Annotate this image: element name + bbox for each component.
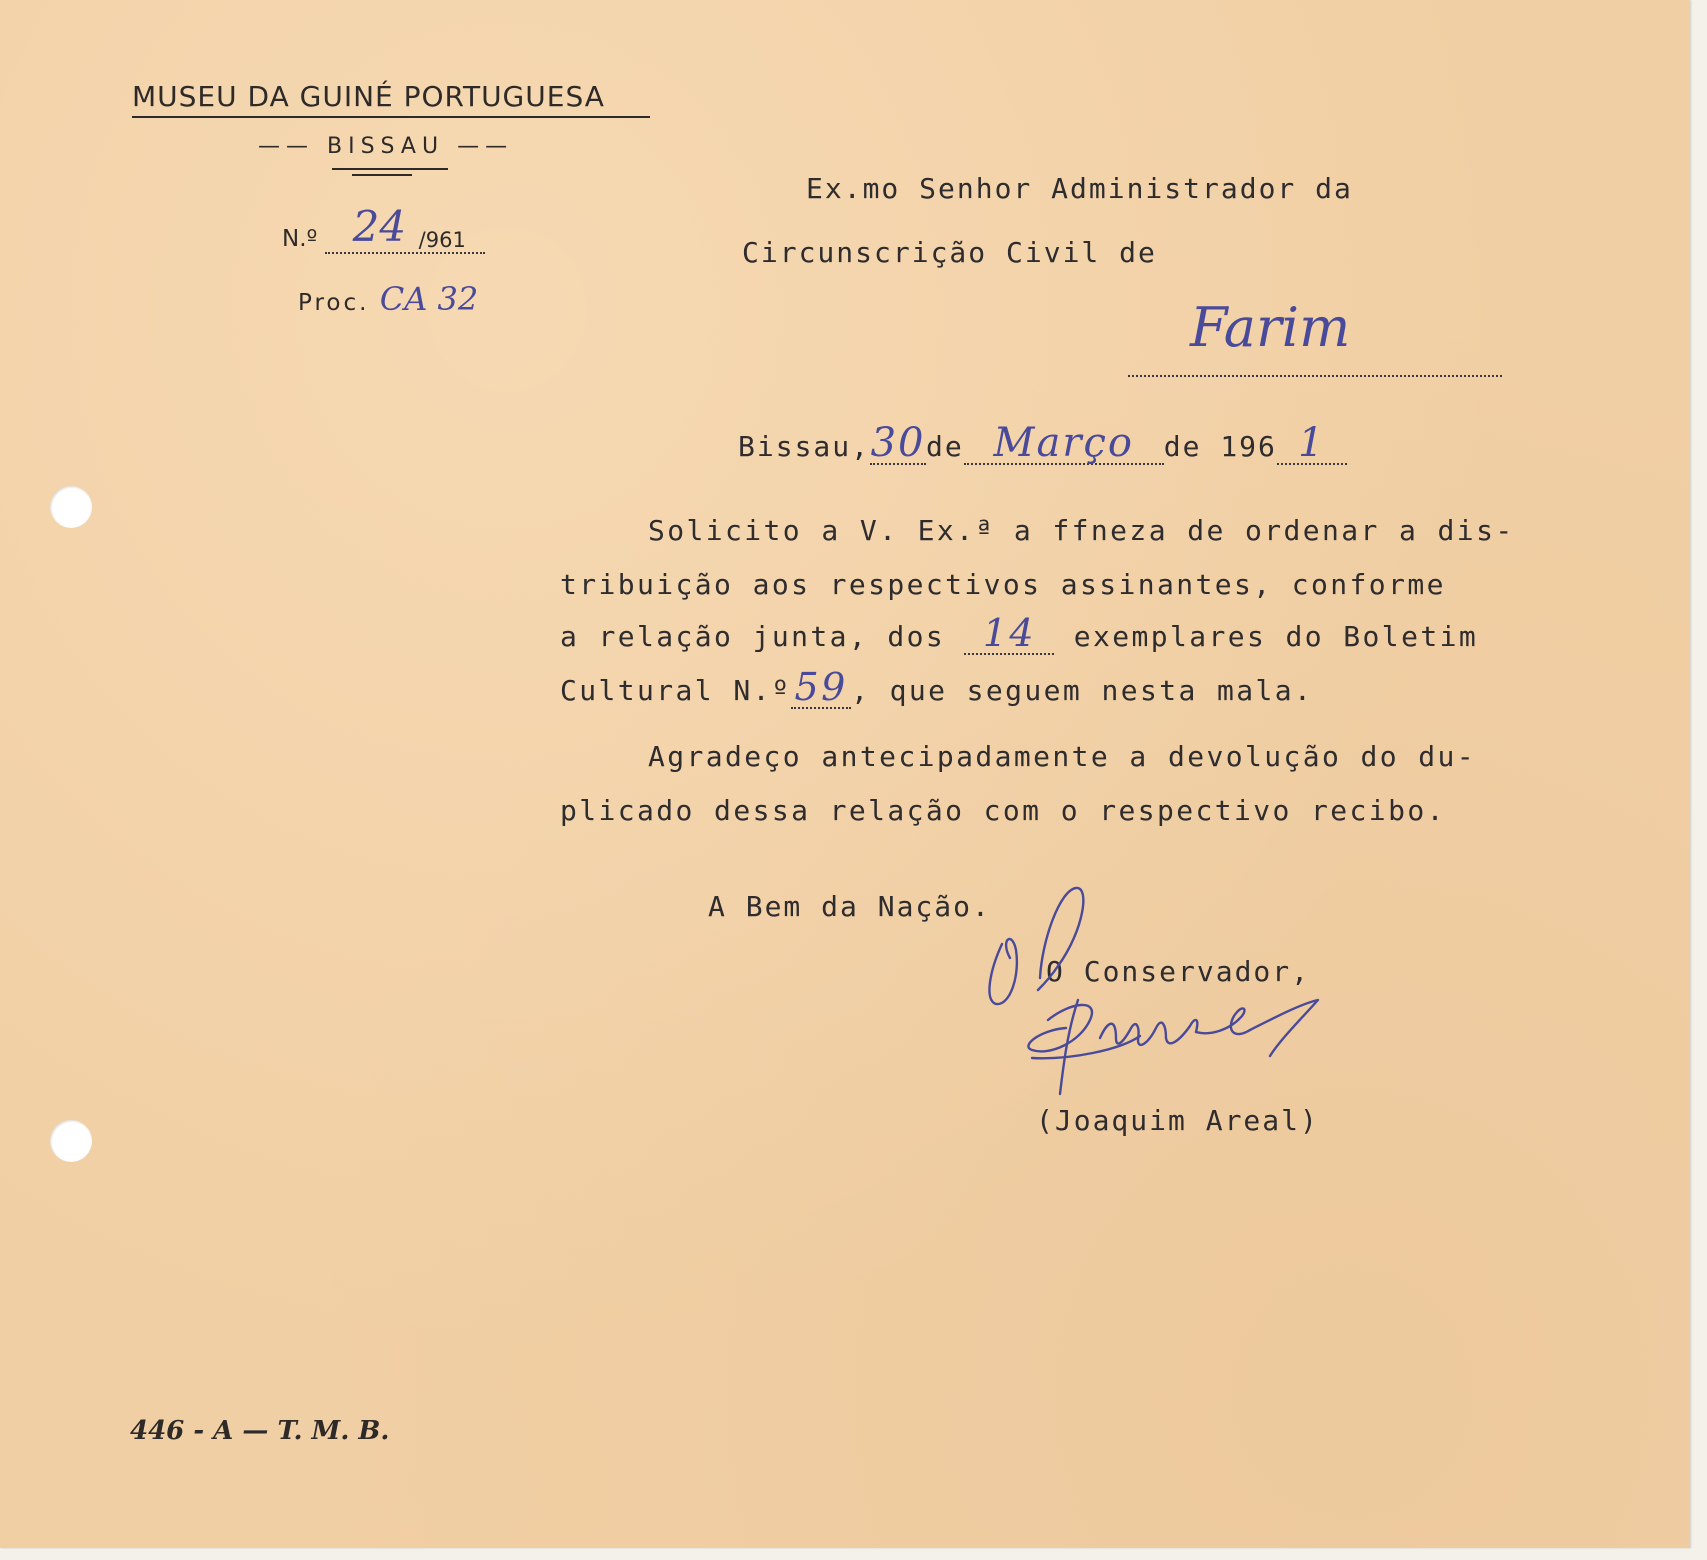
date-year-prefix: 196 [1220, 430, 1277, 463]
addressee-line-2: Circunscrição Civil de [742, 236, 1157, 269]
date-line [738, 420, 1347, 466]
copies-field [964, 611, 1054, 655]
addressee-place: Farim [1190, 296, 1351, 359]
letterhead-divider [332, 168, 448, 170]
body-text: exemplares do Boletim [1073, 620, 1479, 653]
number-field [325, 202, 485, 254]
number-year: /961 [418, 228, 466, 252]
salutation: A Bem da Nação. [708, 890, 991, 923]
body-text: , que seguem nesta mala. [851, 674, 1314, 707]
body-text: a relação junta, dos [560, 620, 946, 653]
date-city: Bissau, [738, 430, 871, 463]
letterhead-rule [132, 116, 650, 118]
date-month-field [964, 420, 1164, 466]
letterhead-divider [352, 174, 412, 176]
form-code: 446 - A — T. M. B. [130, 1416, 390, 1446]
process-value: CA 32 [379, 280, 479, 318]
signatory-name: (Joaquim Areal) [1036, 1104, 1319, 1137]
number-label: N.º [282, 226, 318, 252]
institution-name: MUSEU DA GUINÉ PORTUGUESA [132, 80, 605, 113]
number-value: 24 [352, 202, 407, 251]
body-line: tribuição aos respectivos assinantes, conforme [560, 568, 1446, 601]
issue-value: 59 [794, 665, 848, 709]
issue-field [791, 665, 851, 709]
reference-number [282, 202, 485, 254]
addressee-dotted-line [1128, 375, 1502, 377]
date-de: de [1163, 430, 1202, 463]
date-month: Março [993, 420, 1134, 466]
date-de: de [926, 430, 964, 463]
punch-hole [50, 1120, 92, 1162]
body-line: plicado dessa relação com o respectivo recibo. [560, 794, 1446, 827]
date-day-field [870, 420, 926, 466]
letterhead-city: —— BISSAU —— [258, 134, 514, 159]
date-year-field [1277, 420, 1347, 466]
date-year-suffix: 1 [1298, 420, 1326, 466]
date-day: 30 [870, 420, 926, 466]
process-label: Proc. [298, 290, 370, 316]
body-text: Cultural N.º [560, 674, 792, 707]
city-text: BISSAU [327, 134, 445, 159]
handwritten-signature [980, 880, 1370, 1100]
copies-value: 14 [982, 611, 1036, 655]
process-number [298, 280, 478, 318]
punch-hole [50, 486, 92, 528]
body-line [560, 611, 1479, 655]
body-line: Solicito a V. Ex.ª a ffneza de ordenar a dis- [648, 514, 1515, 547]
addressee-line-1: Ex.mo Senhor Administrador da [806, 172, 1353, 205]
body-line: Agradeço antecipadamente a devolução do du- [648, 740, 1477, 773]
body-line [560, 665, 1314, 709]
signatory-title: O Conservador, [1046, 955, 1311, 988]
